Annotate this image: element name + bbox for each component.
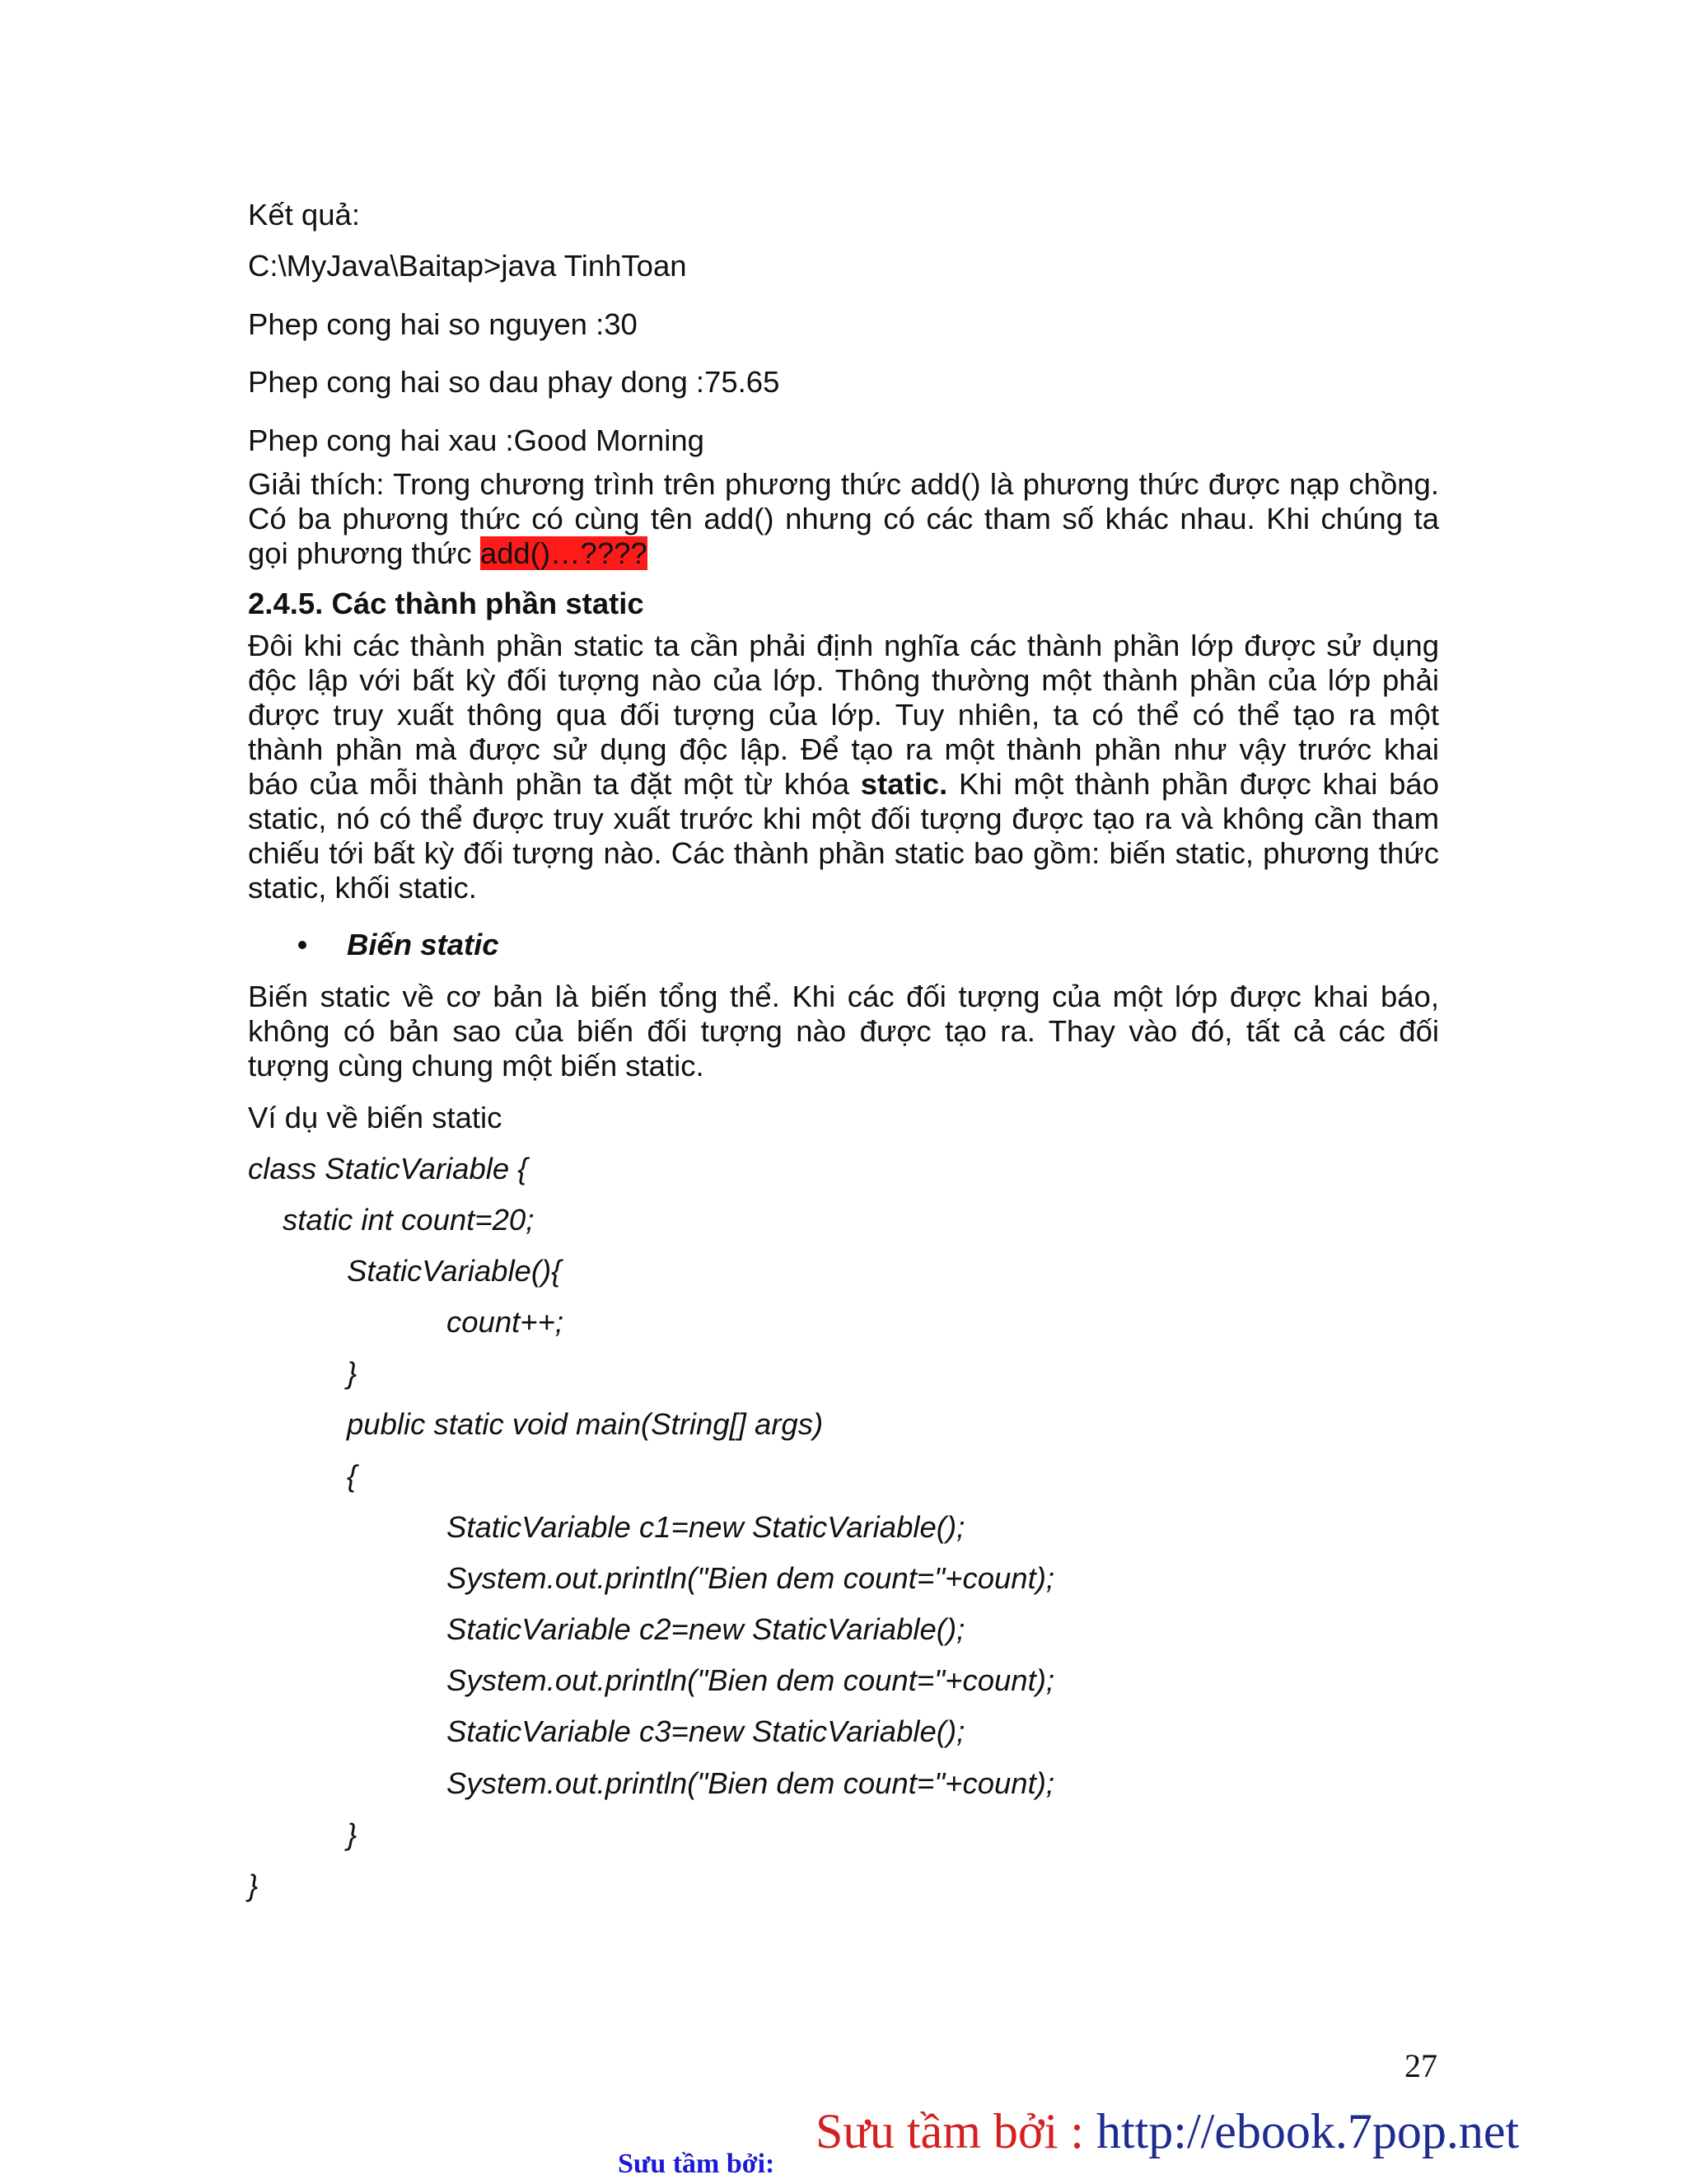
watermark (815, 2103, 1519, 2160)
paragraph-line: static, nó có thể được truy xuất trước khi một đối tượng được tạo ra và không cần tham (248, 802, 1439, 835)
page-number: 27 (1404, 2047, 1437, 2084)
paragraph-line: chiếu tới bất kỳ đối tượng nào. Các thành phần static bao gồm: biến static, phương thức (248, 836, 1439, 870)
paragraph-line: static, khối static. (248, 871, 477, 905)
paragraph-line: không có bản sao của biến đối tượng nào được tạo ra. Thay vào đó, tất cả các đối (248, 1014, 1439, 1048)
result-output-2: Phep cong hai so dau phay dong :75.65 (248, 365, 780, 399)
code-line: class StaticVariable { (248, 1152, 528, 1186)
result-label: Kết quả: (248, 198, 360, 231)
bullet-icon (298, 941, 306, 949)
code-line: static int count=20; (283, 1203, 535, 1237)
static-variable-paragraph (248, 980, 1439, 1083)
keyword-static: static. (860, 767, 948, 801)
paragraph-line: được truy xuất thông qua đối tượng của lớp. Tuy nhiên, ta có thể có thể tạo ra một (248, 698, 1439, 732)
code-line: System.out.println("Bien dem count="+count); (446, 1766, 1055, 1800)
code-line: public static void main(String[] args) (347, 1407, 824, 1441)
watermark-prefix: Sưu tầm bởi : (815, 2104, 1096, 2158)
example-label: Ví dụ về biến static (248, 1101, 502, 1134)
code-line: StaticVariable c1=new StaticVariable(); (446, 1510, 965, 1544)
explanation-line (248, 536, 1439, 571)
paragraph-line: thành phần mà được sử dụng độc lập. Để tạo ra một thành phần như vậy trước khai (248, 732, 1439, 766)
paragraph-line: Đôi khi các thành phần static ta cần phải định nghĩa các thành phần lớp được sử dụng (248, 629, 1439, 662)
explanation-text: gọi phương thức (248, 536, 480, 570)
result-output-1: Phep cong hai so nguyen :30 (248, 307, 638, 341)
code-line: System.out.println("Bien dem count="+count); (446, 1561, 1055, 1595)
explanation-line: Giải thích: Trong chương trình trên phương thức add() là phương thức được nạp chồng. (248, 467, 1439, 501)
result-command: C:\MyJava\Baitap>java TinhToan (248, 249, 687, 283)
paragraph-text: báo của mỗi thành phần ta đặt một từ khóa (248, 767, 861, 801)
paragraph-line: Biến static về cơ bản là biến tổng thể. Khi các đối tượng của một lớp được khai báo, (248, 980, 1439, 1013)
code-line: StaticVariable c2=new StaticVariable(); (446, 1612, 965, 1646)
code-line: } (347, 1817, 357, 1851)
paragraph-line: độc lập với bất kỳ đối tượng nào của lớp. Thông thường một thành phần của lớp phải (248, 663, 1439, 697)
code-line: StaticVariable c3=new StaticVariable(); (446, 1714, 965, 1748)
result-output-3: Phep cong hai xau :Good Morning (248, 423, 704, 457)
section-heading: 2.4.5. Các thành phần static (248, 587, 644, 620)
explanation-paragraph (248, 467, 1439, 571)
section-paragraph (248, 629, 1439, 905)
paragraph-text: Khi một thành phần được khai báo (947, 767, 1439, 801)
explanation-line: Có ba phương thức có cùng tên add() nhưng có các tham số khác nhau. Khi chúng ta (248, 502, 1439, 535)
code-line: { (347, 1459, 357, 1493)
watermark-url[interactable]: http://ebook.7pop.net (1096, 2104, 1520, 2158)
code-line: count++; (446, 1305, 564, 1339)
collected-by-label: Sưu tầm bởi: (618, 2149, 775, 2179)
paragraph-line: tượng cùng chung một biến static. (248, 1049, 704, 1083)
paragraph-line (248, 767, 1439, 802)
bullet-title: Biến static (347, 928, 499, 961)
code-line: StaticVariable(){ (347, 1254, 562, 1288)
code-line: } (248, 1868, 259, 1902)
code-line: } (347, 1356, 357, 1390)
highlighted-text: add()…???? (479, 536, 647, 570)
code-line: System.out.println("Bien dem count="+count); (446, 1663, 1055, 1697)
